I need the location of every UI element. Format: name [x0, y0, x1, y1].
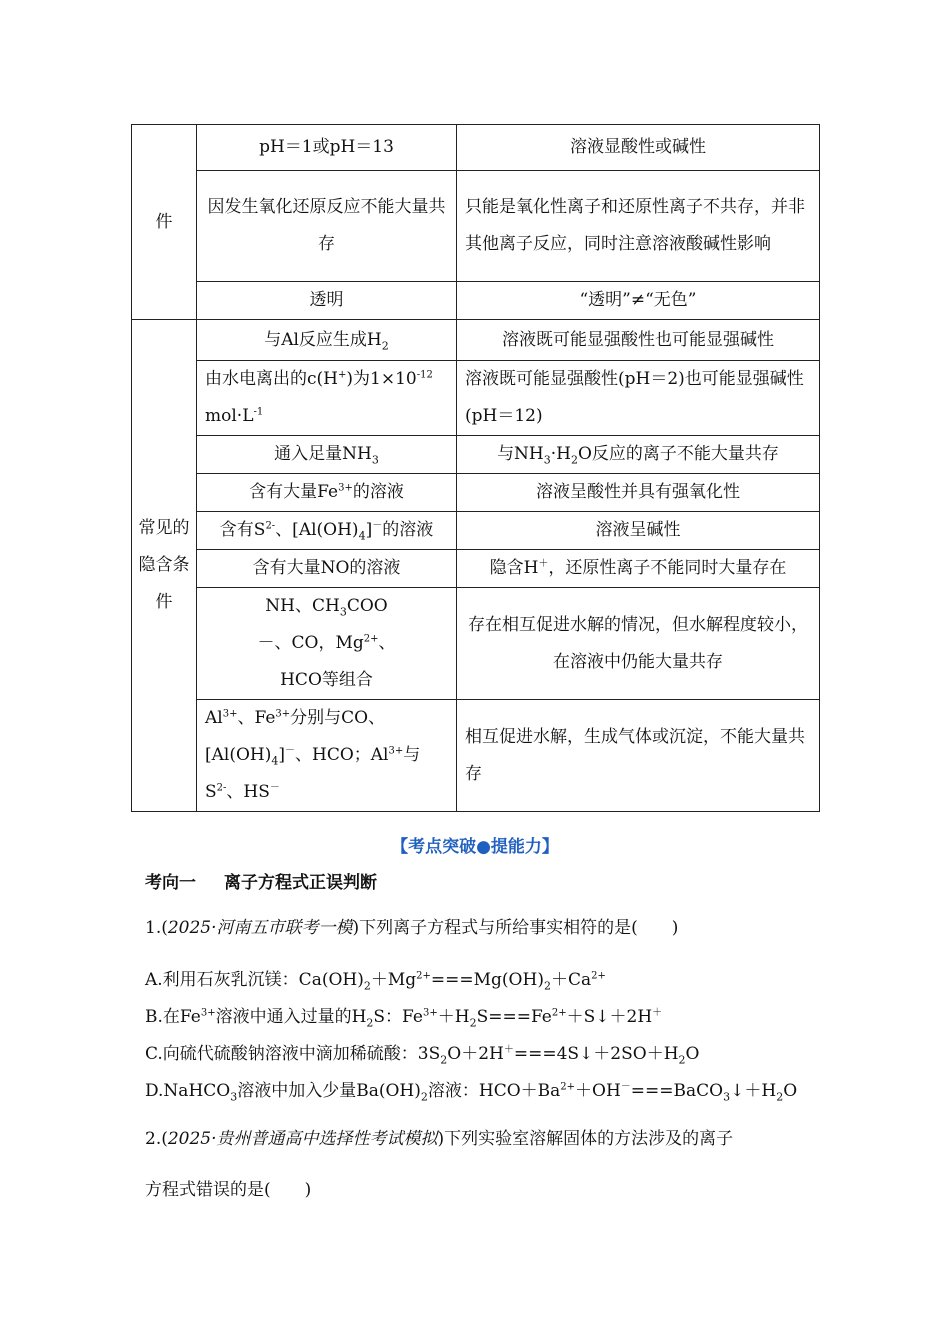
note-cell: 与$NH_3\cdot H_2O$反应的离子不能大量共存: [457, 436, 820, 474]
condition-cell: 透明: [197, 282, 457, 320]
condition-cell: 与Al反应生成$H_2$: [197, 320, 457, 361]
option-b: B.在$Fe^{3+}$溶液中通入过量的$H_2S$：$Fe^{3+}+H_2S===Fe^{2+}+S↓+2H^+$: [145, 1007, 663, 1030]
table-row: [132, 588, 820, 700]
table-row: [132, 700, 820, 812]
condition-cell: 由水电离出的c(H+)为$1\times 10^{-12}$ $mol\cdot L^{-1}$: [197, 361, 457, 436]
condition-cell: 因发生氧化还原反应不能大量共存: [197, 171, 457, 282]
note-cell: “透明”≠“无色”: [457, 282, 820, 320]
condition-cell: 含有大量$Fe^{3+}$的溶液: [197, 474, 457, 512]
table-row: [132, 361, 820, 436]
hidden-conditions-table: [131, 124, 820, 812]
table-row: [132, 474, 820, 512]
topic-heading: [145, 868, 377, 893]
question-2: 2.(2025·贵州普通高中选择性考试模拟)下列实验室溶解固体的方法涉及的离子: [145, 1129, 734, 1149]
topic-title: 离子方程式正误判断: [224, 873, 377, 893]
note-cell: 隐含H＋，还原性离子不能同时大量存在: [457, 550, 820, 588]
note-cell: 相互促进水解，生成气体或沉淀，不能大量共存: [457, 700, 820, 812]
topic-label: 考向一: [145, 873, 196, 893]
note-cell: 溶液呈碱性: [457, 512, 820, 550]
group-label-2: 常见的隐含条件: [132, 320, 197, 812]
question-source: 2025·河南五市联考一模: [167, 918, 353, 938]
option-d: D.NaHCO$_3$溶液中加入少量$Ba(OH)_2$溶液：$HCO+Ba^{2+}+OH^-===BaCO_3↓+H_2O$: [145, 1081, 798, 1104]
note-cell: 存在相互促进水解的情况，但水解程度较小，在溶液中仍能大量共存: [457, 588, 820, 700]
note-cell: 溶液既可能显强酸性也可能显强碱性: [457, 320, 820, 361]
question-2-cont: 方程式错误的是( ): [145, 1180, 312, 1200]
table-row: [132, 282, 820, 320]
condition-cell: $Al^{3+}$、$Fe^{3+}$分别与CO、 $[Al(OH)_4]^-$、HCO；$Al^{3+}$与 $S^{2-}$、HS－: [197, 700, 457, 812]
table-row: [132, 436, 820, 474]
table-row: [132, 512, 820, 550]
condition-cell: 含有大量NO的溶液: [197, 550, 457, 588]
group-label-1: 件: [132, 125, 197, 320]
condition-cell: pH＝1或pH＝13: [197, 125, 457, 171]
condition-cell: NH、$CH_3COO$ －、CO，$Mg^{2+}$、 HCO等组合: [197, 588, 457, 700]
condition-cell: 通入足量$NH_3$: [197, 436, 457, 474]
note-cell: 溶液显酸性或碱性: [457, 125, 820, 171]
note-cell: 溶液呈酸性并具有强氧化性: [457, 474, 820, 512]
note-cell: 溶液既可能显强酸性(pH＝2)也可能显强碱性(pH＝12): [457, 361, 820, 436]
condition-cell: 含有$S^{2-}$、$[Al(OH)_4]^-$的溶液: [197, 512, 457, 550]
table-row: [132, 171, 820, 282]
option-a: A.利用石灰乳沉镁：$Ca(OH)_2+Mg^{2+}===Mg(OH)_2+Ca^{2+}$: [145, 970, 606, 993]
option-c: C.向硫代硫酸钠溶液中滴加稀硫酸：$3S_2O+2H^+===4S↓+2SO+H_2O$: [145, 1044, 700, 1067]
table-row: [132, 550, 820, 588]
section-title: 【考点突破●提能力】: [391, 837, 559, 857]
table-row: [132, 125, 820, 171]
question-1: 1.(2025·河南五市联考一模)下列离子方程式与所给事实相符的是( ): [145, 918, 679, 938]
question-source: 2025·贵州普通高中选择性考试模拟: [167, 1129, 438, 1149]
table-row: [132, 320, 820, 361]
note-cell: 只能是氧化性离子和还原性离子不共存，并非其他离子反应，同时注意溶液酸碱性影响: [457, 171, 820, 282]
